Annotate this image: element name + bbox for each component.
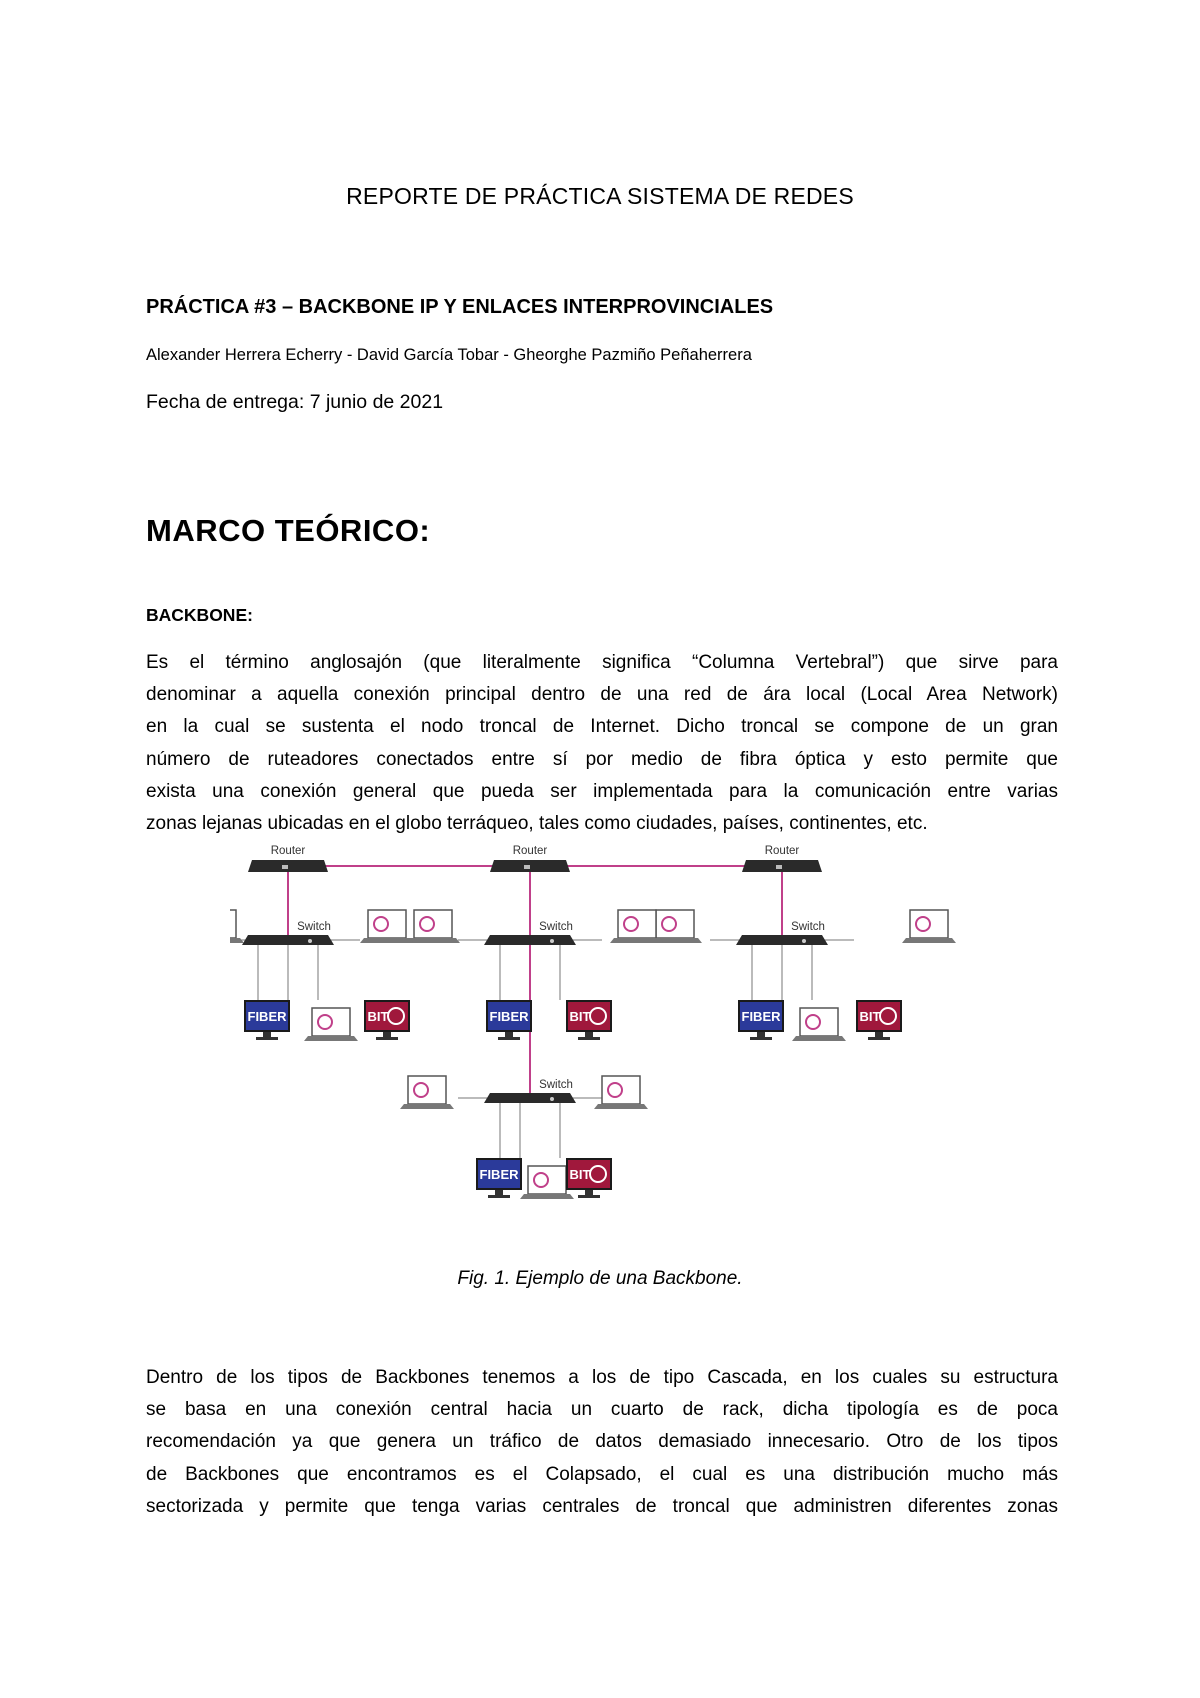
paragraph-line: zonas lejanas ubicadas en el globo terráqueo, tales como ciudades, países, continentes, etc.	[146, 813, 928, 835]
switch-label: Switch	[791, 921, 825, 933]
laptop-icon	[594, 1076, 648, 1109]
router-icon	[248, 860, 328, 872]
paragraph-line: se basa en una conexión central hacia un cuarto de rack, dicha tipología es de poca	[146, 1399, 1058, 1421]
switch-icon	[484, 935, 576, 945]
laptop-base	[400, 1104, 454, 1109]
router-led	[776, 865, 782, 869]
network-nodes	[230, 845, 956, 1199]
monitor-stand	[757, 1032, 765, 1037]
paragraph-line: Dentro de los tipos de Backbones tenemos a los de tipo Cascada, en los cuales su estructura	[146, 1367, 1058, 1388]
switch-icon	[736, 935, 828, 945]
router-label: Router	[512, 845, 548, 857]
laptop-icon	[406, 910, 460, 943]
switch-icon	[242, 935, 334, 945]
monitor-base	[750, 1037, 772, 1040]
switch-body	[242, 935, 334, 945]
switch-icon	[484, 1093, 576, 1103]
switch-body	[736, 935, 828, 945]
practice-title: PRÁCTICA #3 – BACKBONE IP Y ENLACES INTERPROVINCIALES	[146, 296, 774, 318]
router-icon	[742, 860, 822, 872]
router-label: Router	[764, 845, 800, 857]
switch-led	[550, 1097, 554, 1101]
monitor-stand	[585, 1032, 593, 1037]
monitor-base	[256, 1037, 278, 1040]
monitor-base	[488, 1195, 510, 1198]
switch-label: Switch	[297, 921, 331, 933]
laptop-base	[304, 1036, 358, 1041]
laptop-icon	[304, 1008, 358, 1041]
switch-led	[802, 939, 806, 943]
monitor-icon	[364, 1000, 410, 1040]
authors-line: Alexander Herrera Echerry - David García Tobar - Gheorghe Pazmiño Peñaherrera	[146, 346, 752, 364]
monitor-base	[578, 1037, 600, 1040]
laptop-icon	[610, 910, 664, 943]
switch-body	[484, 935, 576, 945]
paragraph-line: número de ruteadores conectados entre sí por medio de fibra óptica y esto permite que	[146, 748, 1058, 770]
paragraph-line: en la cual se sustenta el nodo troncal de Internet. Dicho troncal se compone de un gran	[146, 716, 1058, 738]
monitor-icon	[244, 1000, 290, 1040]
laptop-screen	[230, 910, 236, 938]
subsection-heading: BACKBONE:	[146, 605, 253, 625]
section-heading: MARCO TEÓRICO:	[146, 513, 431, 548]
monitor-stand	[383, 1032, 391, 1037]
laptop-base	[792, 1036, 846, 1041]
monitor-screen-text: FIBER	[741, 1009, 781, 1024]
monitor-screen-text: FIBER	[247, 1009, 287, 1024]
laptop-icon	[902, 910, 956, 943]
laptop-icon	[230, 910, 244, 943]
monitor-base	[868, 1037, 890, 1040]
paragraph-line: Es el término anglosajón (que literalmente significa “Columna Vertebral”) que sirve para	[146, 652, 1058, 673]
monitor-icon	[486, 1000, 532, 1040]
laptop-base	[902, 938, 956, 943]
router-icon	[490, 860, 570, 872]
laptop-base	[520, 1194, 574, 1199]
monitor-icon	[738, 1000, 784, 1040]
paragraph-backbone-types	[146, 1362, 1058, 1523]
switch-label: Switch	[539, 921, 573, 933]
monitor-base	[498, 1037, 520, 1040]
laptop-base	[594, 1104, 648, 1109]
delivery-date: Fecha de entrega: 7 junio de 2021	[146, 391, 444, 413]
monitor-screen-text: BIT	[859, 1009, 881, 1024]
laptop-base	[230, 938, 244, 943]
monitor-icon	[856, 1000, 902, 1040]
laptop-icon	[360, 910, 414, 943]
paragraph-line: sectorizada y permite que tenga varias centrales de troncal que administren diferentes zonas	[146, 1495, 1058, 1517]
document-title: REPORTE DE PRÁCTICA SISTEMA DE REDES	[346, 183, 854, 209]
router-led	[282, 865, 288, 869]
monitor-screen-text: BIT	[569, 1009, 591, 1024]
monitor-screen-text: BIT	[569, 1167, 591, 1182]
laptop-base	[610, 938, 664, 943]
router-led	[524, 865, 530, 869]
figure-caption: Fig. 1. Ejemplo de una Backbone.	[457, 1268, 743, 1289]
paragraph-line: de Backbones que encontramos es el Colapsado, el cual es una distribución mucho más	[146, 1463, 1058, 1485]
router-label: Router	[270, 845, 306, 857]
monitor-stand	[875, 1032, 883, 1037]
laptop-base	[406, 938, 460, 943]
laptop-icon	[520, 1166, 574, 1199]
monitor-icon	[566, 1000, 612, 1040]
monitor-icon	[476, 1158, 522, 1198]
backbone-network-figure	[230, 840, 960, 1260]
paragraph-line: recomendación ya que genera un tráfico de datos demasiado innecesario. Otro de los tipos	[146, 1431, 1058, 1453]
laptop-icon	[400, 1076, 454, 1109]
monitor-base	[376, 1037, 398, 1040]
monitor-stand	[495, 1190, 503, 1195]
monitor-stand	[263, 1032, 271, 1037]
laptop-base	[360, 938, 414, 943]
monitor-screen-text: FIBER	[479, 1167, 519, 1182]
monitor-stand	[585, 1190, 593, 1195]
paragraph-line: denominar a aquella conexión principal dentro de una red de ára local (Local Area Network)	[146, 684, 1058, 706]
switch-label: Switch	[539, 1079, 573, 1091]
monitor-stand	[505, 1032, 513, 1037]
paragraph-line: exista una conexión general que pueda ser implementada para la comunicación entre varias	[146, 780, 1058, 802]
switch-led	[308, 939, 312, 943]
monitor-base	[578, 1195, 600, 1198]
switch-led	[550, 939, 554, 943]
switch-body	[484, 1093, 576, 1103]
paragraph-backbone	[146, 647, 1058, 840]
monitor-icon	[566, 1158, 612, 1198]
monitor-screen-text: FIBER	[489, 1009, 529, 1024]
laptop-icon	[792, 1008, 846, 1041]
monitor-screen-text: BIT	[367, 1009, 389, 1024]
